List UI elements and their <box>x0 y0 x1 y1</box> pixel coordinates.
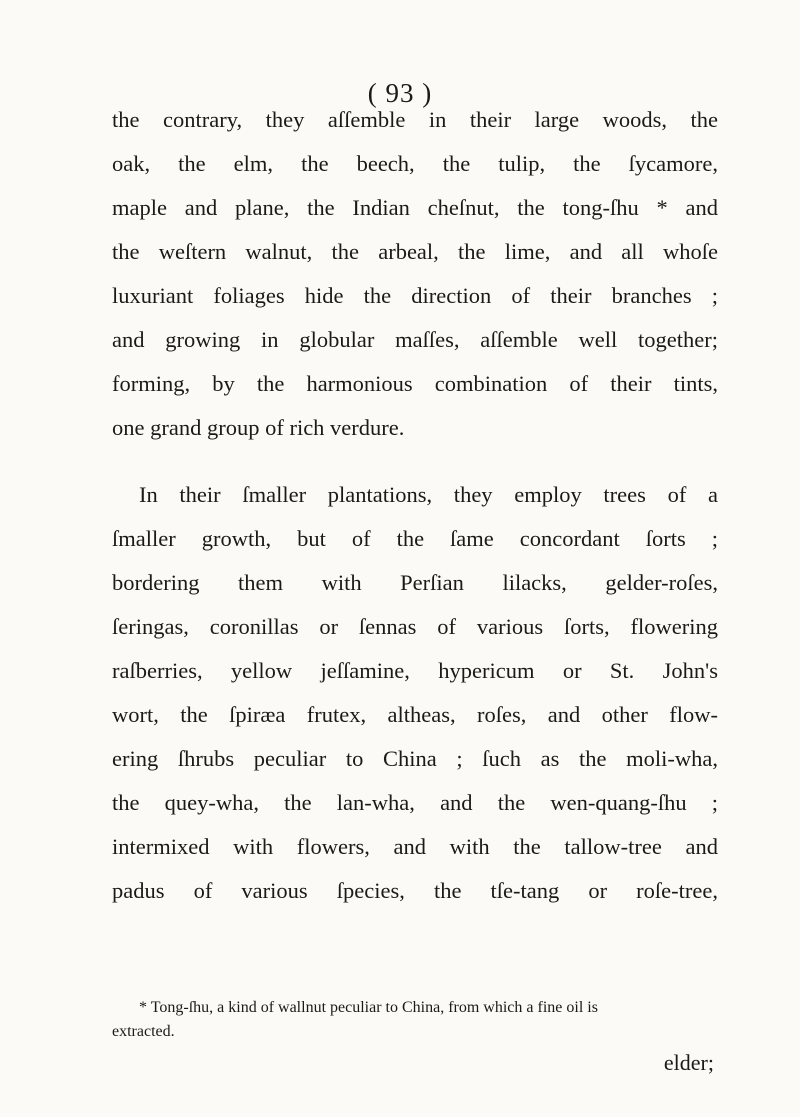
text-line: ering ſhrubs peculiar to China ; ſuch as the moli-wha, <box>112 746 718 771</box>
text-line: one grand group of rich verdure. <box>112 415 405 440</box>
text-line: the weſtern walnut, the arbeal, the lime, and all whoſe <box>112 239 718 264</box>
page-number: ( 93 ) <box>367 78 433 108</box>
text-line: In their ſmaller plantations, they employ trees of a <box>139 482 718 507</box>
paragraph-1 <box>112 98 718 450</box>
footnote <box>112 996 718 1044</box>
text-line: luxuriant foliages hide the direction of their branches ; <box>112 283 718 308</box>
text-line: the contrary, they aſſemble in their large woods, the <box>112 107 718 132</box>
text-line: raſberries, yellow jeſſamine, hypericum or St. John's <box>112 658 718 683</box>
text-line: ſeringas, coronillas or ſennas of various ſorts, flowering <box>112 614 718 639</box>
text-line: bordering them with Perſian lilacks, gelder-roſes, <box>112 570 718 595</box>
text-line: padus of various ſpecies, the tſe-tang or roſe-tree, <box>112 878 718 903</box>
text-line: and growing in globular maſſes, aſſemble well together; <box>112 327 718 352</box>
catchword: elder; <box>663 1050 714 1075</box>
text-line: maple and plane, the Indian cheſnut, the tong-ſhu * and <box>112 195 718 220</box>
footnote-line: * Tong-ſhu, a kind of wallnut peculiar to China, from which a fine oil is <box>139 999 598 1016</box>
text-line: forming, by the harmonious combination of their tints, <box>112 371 718 396</box>
text-line: ſmaller growth, but of the ſame concordant ſorts ; <box>112 526 718 551</box>
text-line: oak, the elm, the beech, the tulip, the ſycamore, <box>112 151 718 176</box>
text-line: the quey-wha, the lan-wha, and the wen-quang-ſhu ; <box>112 790 718 815</box>
text-line: wort, the ſpiræa frutex, altheas, roſes, and other flow- <box>112 702 718 727</box>
text-line: intermixed with flowers, and with the tallow-tree and <box>112 834 718 859</box>
footnote-line: extracted. <box>112 1023 175 1040</box>
paragraph-2 <box>112 473 718 913</box>
